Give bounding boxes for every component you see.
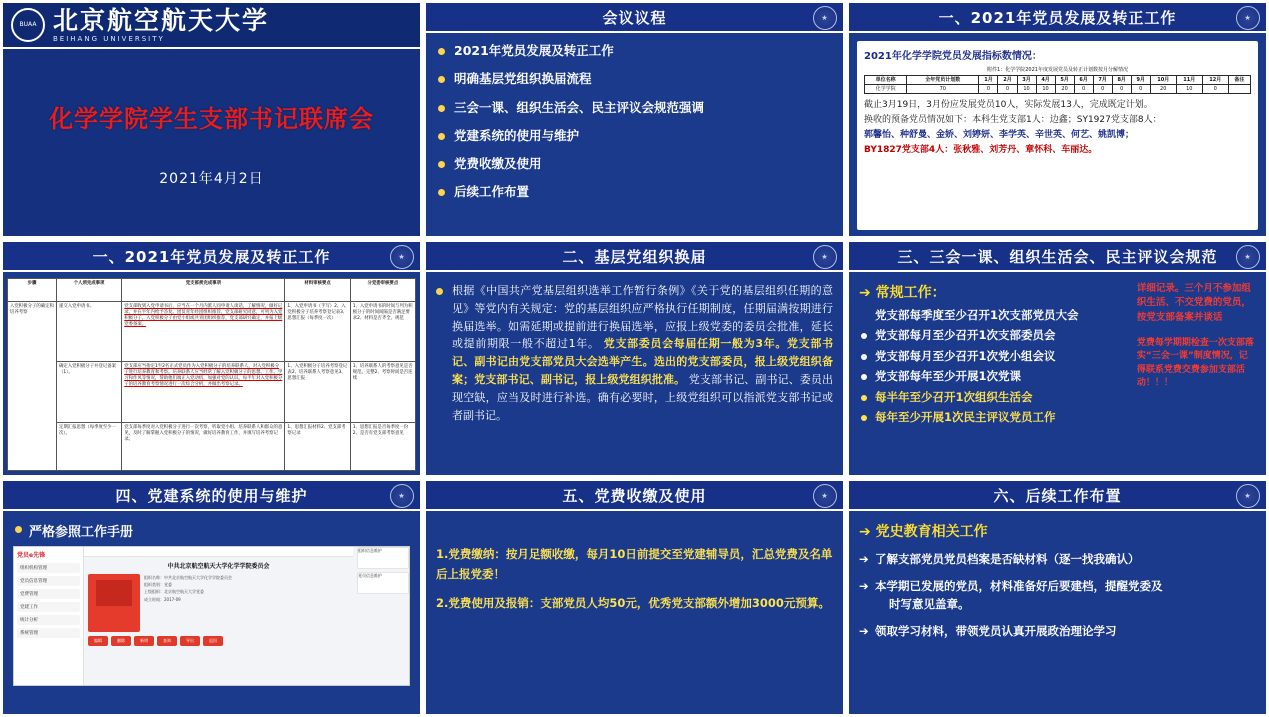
- follow-up-item: ➔ 本学期已发展的党员，材料准备好后要建档，提醒党委及: [859, 578, 1256, 595]
- procedure-table: [7, 278, 416, 471]
- cell: 党支部收到入党申请书后，应当在一个月内派人同申请人谈话，了解情况，做好记录，并在半年内给予答复。团员青年经团组织推荐，党支部研究同意，可列为入党积极分子。入党积极分子由党小组或共青团组织推荐，党支部研究确定，并报上级党委备案。: [122, 302, 285, 362]
- screenshot-button: 新增: [134, 636, 154, 646]
- table-caption: 附件1：化学学院2021年度发展党员及转正计划数按月分解情况: [987, 67, 1128, 73]
- notes-column: [1137, 282, 1256, 467]
- cell: [1228, 85, 1250, 94]
- cell: 递交入党申请书。: [56, 302, 121, 362]
- cell: 0: [1093, 85, 1112, 94]
- slide-body: [426, 274, 843, 475]
- slide-body: [849, 274, 1266, 475]
- cell: 0: [1112, 85, 1131, 94]
- cell: 确定入党积极分子并登记备案（1）。: [56, 362, 121, 422]
- table-header-row: [8, 279, 416, 302]
- column-header: 分党委审核要点: [350, 279, 415, 302]
- slide-party-system-usage[interactable]: [2, 480, 421, 715]
- list-item: 党支部每月至少召开1次支部委员会: [859, 328, 1131, 342]
- column-header: 12月: [1202, 76, 1228, 85]
- dues-line-2: [436, 594, 833, 614]
- slide-branch-reelection[interactable]: [425, 241, 844, 476]
- system-screenshot: [13, 546, 410, 686]
- party-emblem-icon: ★: [1236, 484, 1260, 508]
- cell: 党支部应当指定1至2名正式党员作为入党积极分子的培养联系人，对入党积极分子进行培养教育和考察。培养联系人应当经常了解入党积极分子的思想、工作、学习和作风等情况，帮助他们端正入党动机，加强对党的认识。每半年对入党积极分子的培养教育考察情况进行一次综合分析，并做出考察记录。: [122, 362, 285, 422]
- slide-agenda[interactable]: [425, 2, 844, 237]
- screenshot-buttons: [88, 636, 349, 646]
- column-header: 个人须完成事项: [56, 279, 121, 302]
- screenshot-brand: 党员e先锋: [17, 552, 46, 559]
- university-name-en: BEIHANG UNIVERSITY: [53, 34, 165, 43]
- table-header-row: [865, 76, 1251, 85]
- section-heading: ➔ 常规工作：: [859, 282, 1131, 302]
- screenshot-main: [84, 547, 353, 685]
- panel-box: 组织信息维护: [357, 547, 409, 569]
- slide-member-development-stats[interactable]: [848, 2, 1267, 237]
- cell: 0: [998, 85, 1017, 94]
- column-header: 7月: [1093, 76, 1112, 85]
- slide-title: [3, 242, 420, 272]
- column-header: 4月: [1036, 76, 1055, 85]
- slide-body: [3, 274, 420, 475]
- list-item: 党费收缴及使用: [436, 156, 833, 172]
- cell: 0: [1131, 85, 1150, 94]
- screenshot-button: 编辑: [88, 636, 108, 646]
- column-header: 6月: [1074, 76, 1093, 85]
- screenshot-right-panel: [353, 547, 409, 685]
- list-item: 每年至少开展1次民主评议党员工作: [859, 410, 1131, 424]
- cell: 定期汇报思想（每季度至少一次）。: [56, 422, 121, 470]
- column-header: 步骤: [8, 279, 57, 302]
- section-heading: ➔ 党史教育相关工作: [859, 521, 1256, 541]
- note-line: 换收的预备党员情况如下：本科生党支部1人：边鑫；SY1927党支部8人：: [864, 114, 1162, 125]
- note-line: 郭馨怡、种舒曼、金娇、刘婷妍、李学英、辛世英、何艺、姚凯博；: [864, 129, 1135, 140]
- meta-line: 成立时间：2017-09: [144, 596, 181, 602]
- slide-cover[interactable]: [2, 2, 421, 237]
- dues-text-2: 支部党员人均50元，优秀党支部额外增加3000元预算。: [540, 596, 830, 611]
- cell: 0: [979, 85, 998, 94]
- list-item: 党支部每年至少开展1次党课: [859, 369, 1131, 383]
- note-party-dues: 党费每学期期检查一次支部落实“三会一课”制度情况，记得联系党费交费参加支部活动！！！: [1136, 337, 1254, 389]
- slide-development-procedure[interactable]: [2, 241, 421, 476]
- cell: 10: [1036, 85, 1055, 94]
- slide-title-text: 二、基层党组织换届: [562, 247, 707, 266]
- table-row: [865, 85, 1251, 94]
- slide-title-text: 四、党建系统的使用与维护: [115, 486, 308, 505]
- party-emblem-icon: ★: [813, 6, 837, 30]
- slide-title: [849, 481, 1266, 511]
- party-emblem-icon: ★: [813, 245, 837, 269]
- cell: 10: [1176, 85, 1202, 94]
- table-row: [8, 422, 416, 470]
- slide-body: [426, 513, 843, 714]
- list-item: 每半年至少召开1次组织生活会: [859, 390, 1131, 404]
- follow-up-item: ➔ 了解支部党员党员档案是否缺材料（逐一找我确认）: [859, 551, 1256, 568]
- screenshot-button: 查询: [157, 636, 177, 646]
- list-item: 三会一课、组织生活会、民主评议会规范强调: [436, 100, 833, 116]
- cell: 1、入党积极分子培养考察登记表2、培养联系人考察意见3、思想汇报: [285, 362, 350, 422]
- cell: 入党积极分子的确定和培养考察: [8, 302, 57, 471]
- slide-title-text: 一、2021年党员发展及转正工作: [938, 8, 1177, 27]
- cell: 0: [1074, 85, 1093, 94]
- paragraph-plain: 根据《中国共产党基层组织选举工作暂行条例》《关于党的基层组织任期的意见》等党内有关规定：党的基层组织应严格执行任期制度，任期届满按期进行换届选举。如需延期或提前进行换届选举，应报上级党委的委员会批准，延长或提前期限一般不超过1年。: [452, 284, 833, 351]
- paragraph-block: [436, 282, 833, 425]
- routine-work-column: [859, 282, 1131, 467]
- list-item: 明确基层党组织换届流程: [436, 71, 833, 87]
- column-header: 党支部须完成事项: [122, 279, 285, 302]
- section-heading: 严格参照工作手册: [13, 521, 410, 540]
- slide-title-text: 五、党费收缴及使用: [562, 486, 707, 505]
- screenshot-button: 导出: [180, 636, 200, 646]
- slide-title-text: 六、后续工作布置: [993, 486, 1122, 505]
- party-emblem-icon: ★: [390, 484, 414, 508]
- sidebar-item: 组织机构管理: [17, 563, 80, 573]
- slide-title: [849, 242, 1266, 272]
- sidebar-item: 统计分析: [17, 615, 80, 625]
- follow-up-item: ➔ 领取学习材料，带领党员认真开展政治理论学习: [859, 623, 1256, 640]
- column-header: 全年党员计划数: [907, 76, 979, 85]
- paragraph-highlight: 党支部委员会每届任期一般为3年。党支部书记、副书记由党支部党员大会选举产生。选出的党支部委员，报上级党组织备案；党支部书记、副书记，报上级党组织批准。: [452, 337, 834, 387]
- cover-header: [3, 3, 420, 49]
- meta-line: 组织名称：中共北京航空航天大学化学学院委员会: [144, 575, 232, 580]
- column-header: 9月: [1131, 76, 1150, 85]
- dues-text-1: 按月足额收缴，每月10日前提交至党建辅导员，汇总党费及名单后上报党委！: [436, 547, 833, 581]
- slide-title: [3, 481, 420, 511]
- stats-panel: [857, 41, 1258, 230]
- list-item: 2021年党员发展及转正工作: [436, 43, 833, 59]
- cell: 1、入党申请书的时间与列为积极分子的时间间隔是否满足要求2、材料是否齐全、规范: [350, 302, 415, 362]
- column-header: 1月: [979, 76, 998, 85]
- stats-notes: [864, 99, 1251, 158]
- party-emblem-icon: ★: [1236, 6, 1260, 30]
- list-item: 党支部每季度至少召开1次支部党员大会: [875, 308, 1079, 322]
- slide-body: [426, 35, 843, 236]
- note-line: 截止3月19日，3月份应发展党员10人，实际发展13人，完成既定计划。: [864, 100, 1153, 110]
- university-name-cn: 北京航空航天大学: [53, 5, 270, 35]
- party-flag-card: [88, 574, 140, 632]
- slide-body: [3, 513, 420, 714]
- slide-body: [849, 513, 1266, 714]
- screenshot-button: 删除: [111, 636, 131, 646]
- cell: 10: [1017, 85, 1036, 94]
- note-line: BY1827党支部4人：张秋雅、刘芳丹、章怀科、车丽达。: [864, 144, 1098, 155]
- column-header: 5月: [1055, 76, 1074, 85]
- screenshot-meta: [144, 574, 349, 632]
- university-logo-icon: BUAA: [11, 8, 45, 42]
- slide-title-text: 会议议程: [602, 8, 667, 27]
- slide-body: [849, 35, 1266, 236]
- sidebar-item: 党费管理: [17, 589, 80, 599]
- party-emblem-icon: ★: [390, 245, 414, 269]
- screenshot-title: 中共北京航空航天大学化学学院委员会: [167, 563, 270, 570]
- slide-title: [426, 3, 843, 33]
- column-header: 8月: [1112, 76, 1131, 85]
- screenshot-topbar: [84, 547, 353, 557]
- sidebar-item: 党建工作: [17, 602, 80, 612]
- party-emblem-icon: ★: [813, 484, 837, 508]
- slide-party-dues[interactable]: [425, 480, 844, 715]
- two-column-layout: [859, 282, 1256, 467]
- sidebar-item: 党员信息管理: [17, 576, 80, 586]
- cell: 1、思想汇报是否每季度一份2、是否有党支部考察意见: [350, 422, 415, 470]
- screenshot-sidebar: [14, 547, 84, 685]
- dues-label-2: 2.党费使用及报销：: [436, 596, 541, 611]
- cover-title: 化学学院学生支部书记联席会: [49, 105, 374, 133]
- routine-work-list: [859, 308, 1131, 424]
- meta-line: 上级组织：北京航空航天大学党委: [144, 589, 204, 595]
- paragraph-tail: 党支部书记、副书记、委员出现空缺，应当及时进行补选。确有必要时，上级党组织可以指派党支部书记或者副书记。: [452, 373, 834, 422]
- dues-line-1: [436, 545, 833, 584]
- cell: 1、培养联系人的考察意见是否规范、完整2、考察时间是否连续: [350, 362, 415, 422]
- table-row: [8, 302, 416, 362]
- cover-body: [3, 51, 420, 236]
- sidebar-item: 系统管理: [17, 628, 80, 638]
- screenshot-button: 返回: [203, 636, 223, 646]
- panel-subtitle: 2021年化学学院党员发展指标数情况：: [864, 51, 1042, 62]
- column-header: 单位名称: [865, 76, 907, 85]
- slide-title-text: 三、三会一课、组织生活会、民主评议会规范: [897, 247, 1218, 266]
- column-header: 材料审核要点: [285, 279, 350, 302]
- slide-three-meetings[interactable]: [848, 241, 1267, 476]
- development-quota-table: [864, 66, 1251, 94]
- screenshot-content-row: [88, 574, 349, 632]
- cell: 化学学院: [865, 85, 907, 94]
- cell: 20: [1055, 85, 1074, 94]
- party-emblem-icon: ★: [1236, 245, 1260, 269]
- column-header: 2月: [998, 76, 1017, 85]
- cell: 0: [1202, 85, 1228, 94]
- cell: 1、思想汇报材料2、党支部考察记录: [285, 422, 350, 470]
- column-header: 11月: [1176, 76, 1202, 85]
- column-header: 10月: [1150, 76, 1176, 85]
- agenda-list: [436, 43, 833, 201]
- column-header: 备注: [1228, 76, 1250, 85]
- column-header: 3月: [1017, 76, 1036, 85]
- table-row: [8, 362, 416, 422]
- note-record: 详细记录。三个月不参加组织生活、不交党费的党员，按党支部备案并谈话: [1136, 283, 1251, 323]
- flag-graphic: [96, 580, 132, 606]
- slide-title: [426, 242, 843, 272]
- cell: 党支部每季度对入党积极分子进行一次考察，听取党小组、培养联系人和群众的意见，及时了解掌握入党积极分子的情况，做好培养教育工作，并填写培养考察记录。: [122, 422, 285, 470]
- slide-title: [849, 3, 1266, 33]
- list-item: 后续工作布置: [436, 184, 833, 200]
- cell: 1、入党申请书（手写）2、入党积极分子培养考察登记表3、思想汇报（每季度一次）: [285, 302, 350, 362]
- slide-title-text: 一、2021年党员发展及转正工作: [92, 247, 331, 266]
- dues-label-1: 1.党费缴纳：: [436, 547, 506, 561]
- slide-title: [426, 481, 843, 511]
- list-item: 党建系统的使用与维护: [436, 128, 833, 144]
- cell: 70: [907, 85, 979, 94]
- panel-box: 党员信息维护: [357, 572, 409, 594]
- slide-follow-up-work[interactable]: [848, 480, 1267, 715]
- meta-line: 组织类别：党委: [144, 582, 172, 588]
- follow-up-item-cont: 时写意见盖章。: [889, 597, 970, 612]
- list-item: 党支部每月至少召开1次党小组会议: [859, 349, 1131, 363]
- cover-date: 2021年4月2日: [159, 171, 264, 187]
- cell: 20: [1150, 85, 1176, 94]
